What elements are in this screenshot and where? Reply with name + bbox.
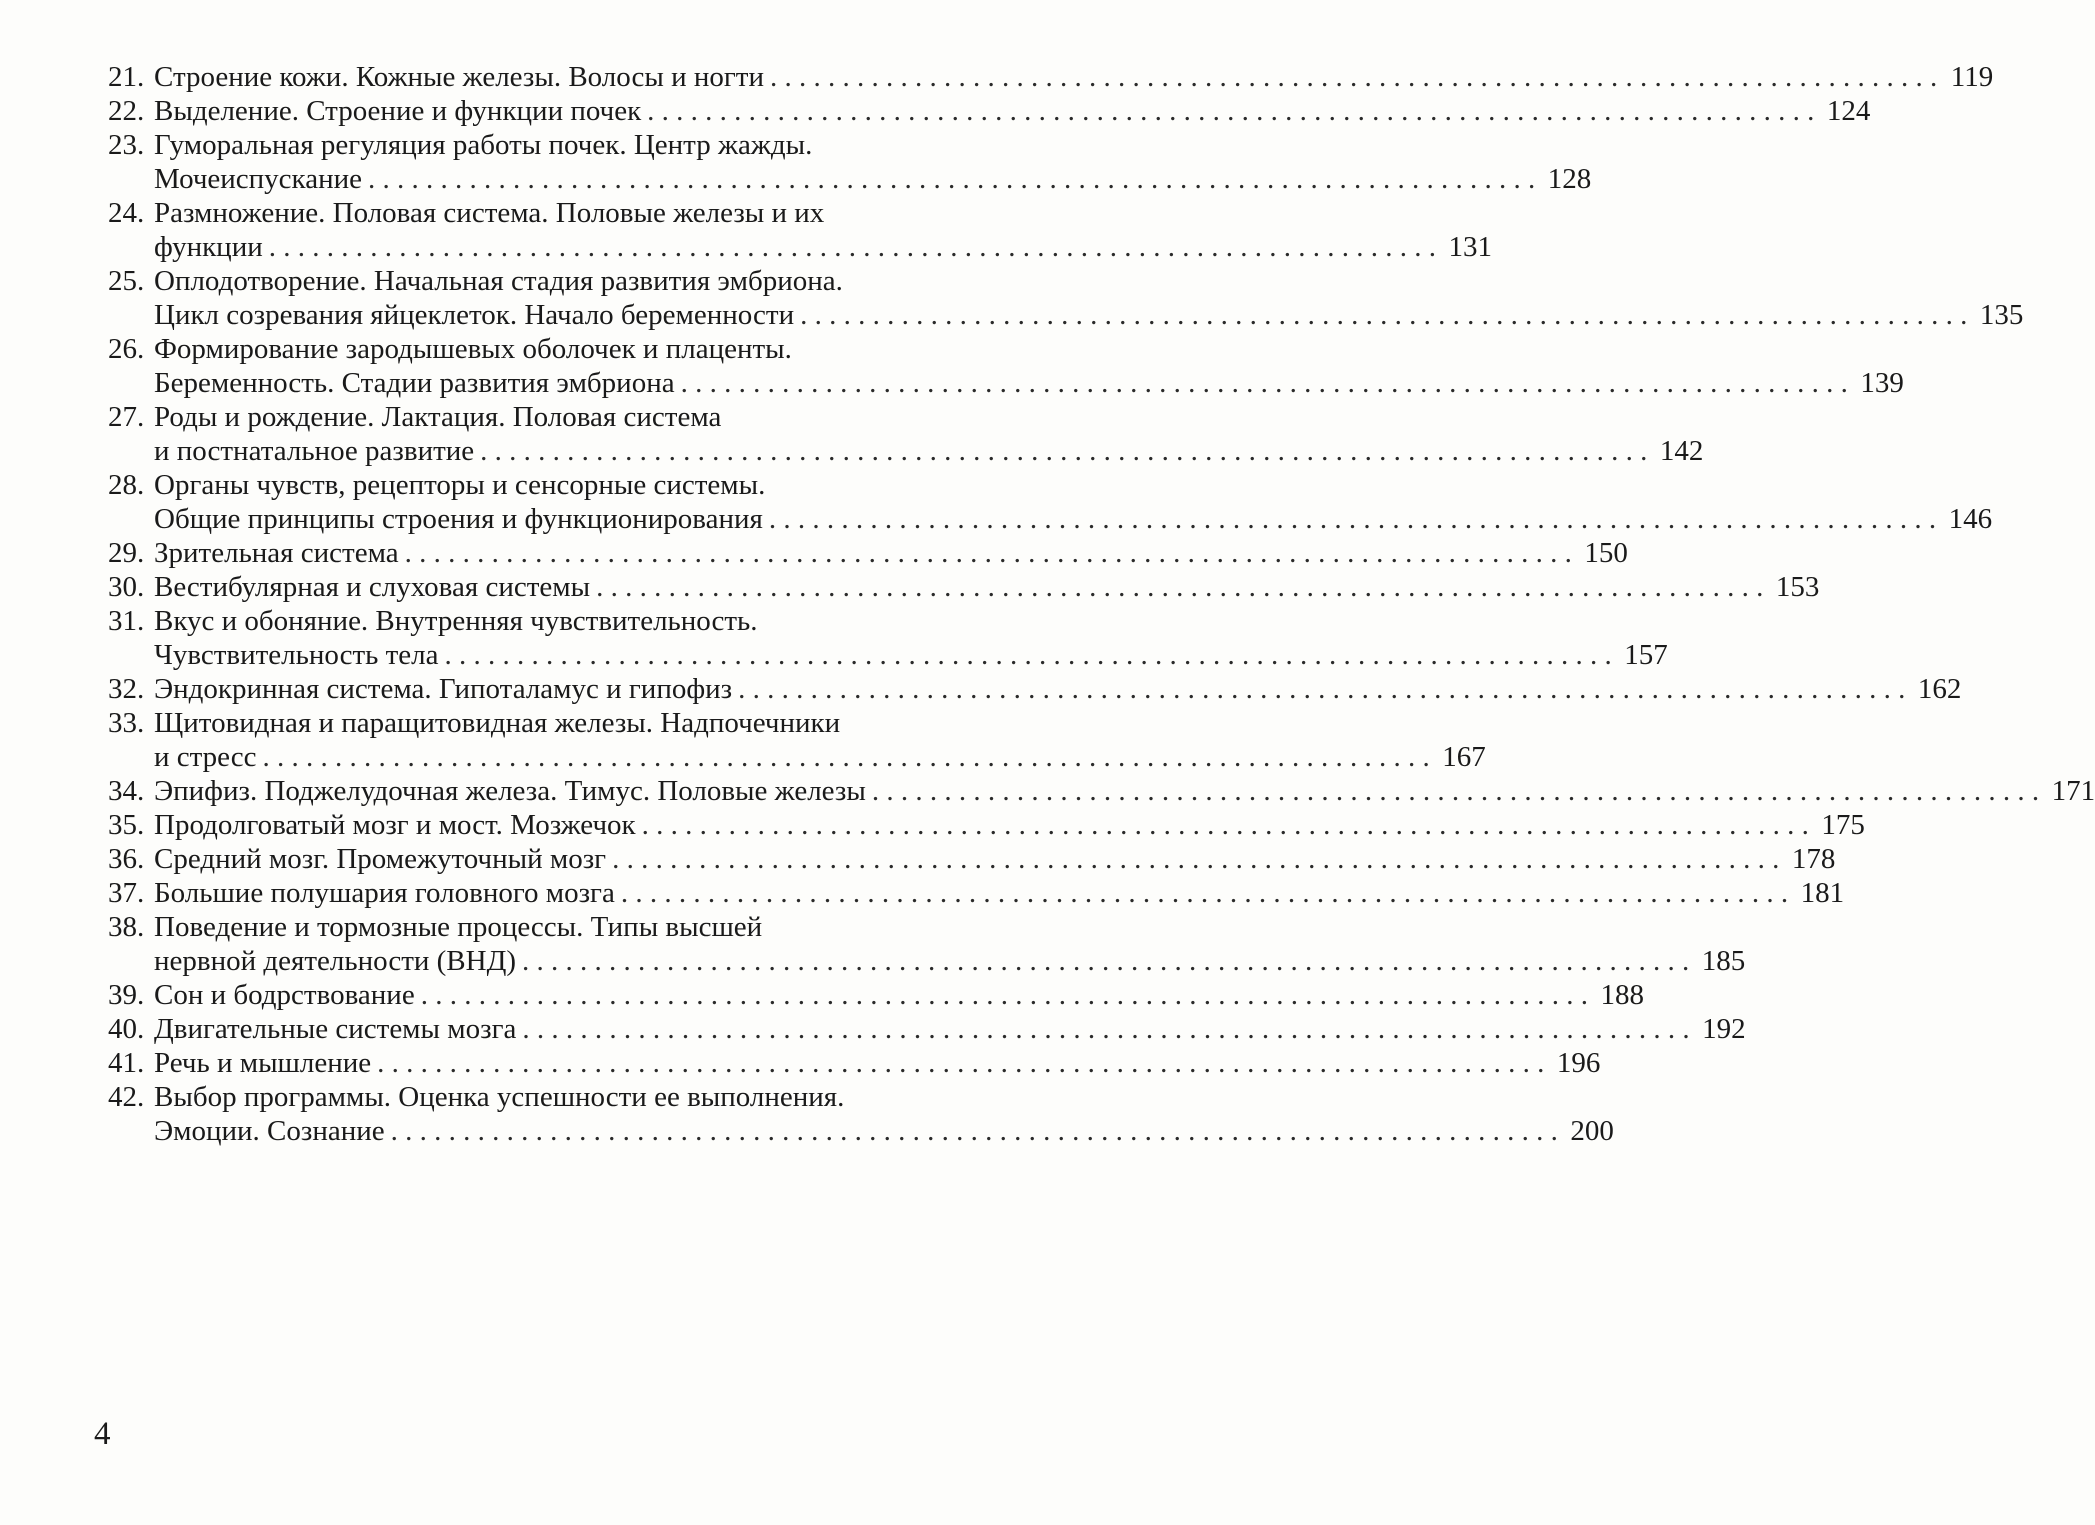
toc-entry-title: Средний мозг. Промежуточный мозг <box>154 843 607 875</box>
toc-entry-title: и стресс <box>154 741 257 773</box>
toc-entry-page: 192 <box>1702 1013 1746 1045</box>
toc-entry-title: функции <box>154 231 263 263</box>
toc-entry-number: 36. <box>108 843 145 875</box>
toc-entry <box>108 60 1994 94</box>
toc-entry-page: 146 <box>1948 503 1993 535</box>
toc-entry-title: Формирование зародышевых оболочек и плаценты. <box>154 333 792 365</box>
toc-entry-line <box>108 468 976 502</box>
dot-leader <box>377 1046 1544 1080</box>
toc-entry-page: 181 <box>1800 877 1845 909</box>
toc-entry-line <box>108 1046 1601 1080</box>
toc-entry-number: 33. <box>108 707 145 739</box>
toc-entry <box>108 1080 1614 1148</box>
toc-entry-title: Роды и рождение. Лактация. Половая система <box>154 401 722 433</box>
toc-entry-title: Эмоции. Сознание <box>154 1115 385 1147</box>
toc-entry-number: 24. <box>108 197 145 229</box>
dot-leader <box>480 434 1647 468</box>
toc-entry-line <box>108 434 1704 468</box>
toc-entry-title: Выбор программы. Оценка успешности ее выполнения. <box>154 1081 845 1113</box>
toc-entry-page: 196 <box>1556 1047 1601 1079</box>
toc-entry-line <box>108 808 1865 842</box>
toc-entry-page: 157 <box>1624 639 1668 671</box>
toc-entry-title: Цикл созревания яйцеклеток. Начало беременности <box>154 299 795 331</box>
toc-entry-number: 23. <box>108 129 145 161</box>
toc-entry-title: Щитовидная и паращитовидная железы. Надпочечники <box>154 707 841 739</box>
toc-entry-line <box>108 94 1871 128</box>
toc-entry <box>108 774 2095 808</box>
toc-entry-line <box>108 230 1492 264</box>
toc-entry-line <box>108 536 1628 570</box>
toc-entry-line <box>108 1080 976 1114</box>
toc-entry-title: Вкус и обоняние. Внутренняя чувствительность. <box>154 605 758 637</box>
toc-entry <box>108 128 1592 196</box>
toc-entry-number: 38. <box>108 911 145 943</box>
toc-entry-line <box>108 944 1746 978</box>
toc-entry-title: Эндокринная система. Гипоталамус и гипофиз <box>154 673 733 705</box>
toc-entry-line <box>108 400 976 434</box>
toc-entry-page: 119 <box>1950 61 1994 93</box>
toc-entry-line <box>108 502 1993 536</box>
toc-entry-title: Эпифиз. Поджелудочная железа. Тимус. Половые железы <box>154 775 866 807</box>
toc-entry-line <box>108 978 1644 1012</box>
dot-leader <box>391 1114 1558 1148</box>
dot-leader <box>770 60 1937 94</box>
toc-entry-number: 29. <box>108 537 145 569</box>
toc-entry-title: Строение кожи. Кожные железы. Волосы и ногти <box>154 61 764 93</box>
toc-entry <box>108 876 1845 910</box>
toc-entry-number: 35. <box>108 809 145 841</box>
toc-entry-line <box>108 604 976 638</box>
toc-entry-title: Двигательные системы мозга <box>154 1013 517 1045</box>
toc-entry <box>108 400 1704 468</box>
toc-entry-page: 185 <box>1701 945 1746 977</box>
dot-leader <box>872 774 2039 808</box>
toc-entry <box>108 808 1865 842</box>
toc-entry-title: Вестибулярная и слуховая системы <box>154 571 591 603</box>
toc-entry-page: 139 <box>1860 367 1904 399</box>
toc-entry-page: 124 <box>1826 95 1871 127</box>
toc-entry-page: 142 <box>1659 435 1704 467</box>
toc-entry-page: 200 <box>1570 1115 1614 1147</box>
dot-leader <box>681 366 1848 400</box>
toc-entry-number: 39. <box>108 979 145 1011</box>
dot-leader <box>596 570 1763 604</box>
toc-entry-line <box>108 128 976 162</box>
toc-entry-number: 30. <box>108 571 145 603</box>
dot-leader <box>612 842 1779 876</box>
toc-entry-title: и постнатальное развитие <box>154 435 475 467</box>
toc-entry-line <box>108 570 1820 604</box>
toc-entry-number: 32. <box>108 673 145 705</box>
toc-entry-page: 178 <box>1791 843 1836 875</box>
toc-entry <box>108 842 1836 876</box>
toc-entry-title: Выделение. Строение и функции почек <box>154 95 642 127</box>
toc-entry-line <box>108 264 976 298</box>
toc-entry <box>108 706 1486 774</box>
toc-entry-number: 27. <box>108 401 145 433</box>
toc-entry-line <box>108 298 2024 332</box>
toc-entry-page: 150 <box>1584 537 1628 569</box>
toc-entry <box>108 196 1492 264</box>
toc-entry <box>108 978 1644 1012</box>
toc-entry-page: 171 <box>2051 775 2095 807</box>
toc-entry-title: Общие принципы строения и функционирования <box>154 503 763 535</box>
toc-entry-title: нервной деятельности (ВНД) <box>154 945 517 977</box>
toc-entry-line <box>108 774 2095 808</box>
toc-entry-line <box>108 740 1486 774</box>
dot-leader <box>642 808 1809 842</box>
toc-entry <box>108 910 1746 978</box>
toc-entry-title: Речь и мышление <box>154 1047 372 1079</box>
dot-leader <box>263 740 1430 774</box>
toc-entry-number: 31. <box>108 605 145 637</box>
toc-entry-line <box>108 706 976 740</box>
toc-entry <box>108 94 1871 128</box>
dot-leader <box>800 298 1967 332</box>
toc-entry <box>108 1012 1746 1046</box>
toc-entry-title: Сон и бодрствование <box>154 979 415 1011</box>
dot-leader <box>445 638 1612 672</box>
page-number: 4 <box>94 1416 111 1452</box>
toc-entry-title: Поведение и тормозные процессы. Типы высшей <box>154 911 763 943</box>
toc-entry-line <box>108 842 1836 876</box>
toc-entry-title: Большие полушария головного мозга <box>154 877 615 909</box>
toc-entry-title: Зрительная система <box>154 537 399 569</box>
toc-entry-page: 131 <box>1448 231 1492 263</box>
toc-entry-title: Размножение. Половая система. Половые железы и их <box>154 197 825 229</box>
toc-entry <box>108 264 2024 332</box>
toc-entry-line <box>108 876 1845 910</box>
dot-leader <box>522 944 1689 978</box>
toc-entry-number: 40. <box>108 1013 145 1045</box>
toc-entry-number: 22. <box>108 95 145 127</box>
toc-entry-line <box>108 366 1904 400</box>
toc-entry <box>108 468 1993 536</box>
toc-entry <box>108 672 1962 706</box>
toc-entry-page: 162 <box>1917 673 1962 705</box>
toc-entry-line <box>108 162 1592 196</box>
toc-entry-title: Органы чувств, рецепторы и сенсорные системы. <box>154 469 766 501</box>
toc-entry-line <box>108 196 976 230</box>
toc-entry-title: Гуморальная регуляция работы почек. Центр жажды. <box>154 129 813 161</box>
toc-entry-line <box>108 60 1994 94</box>
dot-leader <box>421 978 1588 1012</box>
dot-leader <box>522 1012 1689 1046</box>
dot-leader <box>269 230 1436 264</box>
toc-entry-number: 42. <box>108 1081 145 1113</box>
dot-leader <box>368 162 1535 196</box>
toc-entry <box>108 570 1820 604</box>
toc-entry-page: 188 <box>1600 979 1644 1011</box>
toc-entry-page: 153 <box>1775 571 1820 603</box>
dot-leader <box>769 502 1936 536</box>
dot-leader <box>738 672 1905 706</box>
toc-entry <box>108 1046 1601 1080</box>
toc-entry-line <box>108 1114 1614 1148</box>
dot-leader <box>647 94 1814 128</box>
table-of-contents <box>108 60 2095 1148</box>
toc-entry-line <box>108 638 1668 672</box>
toc-entry-number: 25. <box>108 265 145 297</box>
toc-entry <box>108 604 1668 672</box>
toc-entry-title: Оплодотворение. Начальная стадия развития эмбриона. <box>154 265 843 297</box>
toc-entry-line <box>108 672 1962 706</box>
toc-entry-title: Мочеиспускание <box>154 163 362 195</box>
toc-entry-number: 34. <box>108 775 145 807</box>
toc-entry-line <box>108 1012 1746 1046</box>
toc-entry-number: 37. <box>108 877 145 909</box>
toc-entry-page: 167 <box>1442 741 1486 773</box>
toc-entry-page: 175 <box>1821 809 1865 841</box>
toc-entry <box>108 536 1628 570</box>
toc-entry-number: 41. <box>108 1047 145 1079</box>
toc-entry-number: 28. <box>108 469 145 501</box>
toc-entry-line <box>108 910 976 944</box>
toc-entry-title: Беременность. Стадии развития эмбриона <box>154 367 675 399</box>
dot-leader <box>621 876 1788 910</box>
dot-leader <box>405 536 1572 570</box>
toc-entry-title: Чувствительность тела <box>154 639 439 671</box>
toc-entry <box>108 332 1904 400</box>
toc-entry-number: 21. <box>108 61 145 93</box>
toc-entry-title: Продолговатый мозг и мост. Мозжечок <box>154 809 636 841</box>
toc-entry-line <box>108 332 976 366</box>
toc-entry-page: 128 <box>1547 163 1592 195</box>
toc-entry-number: 26. <box>108 333 145 365</box>
toc-entry-page: 135 <box>1979 299 2024 331</box>
